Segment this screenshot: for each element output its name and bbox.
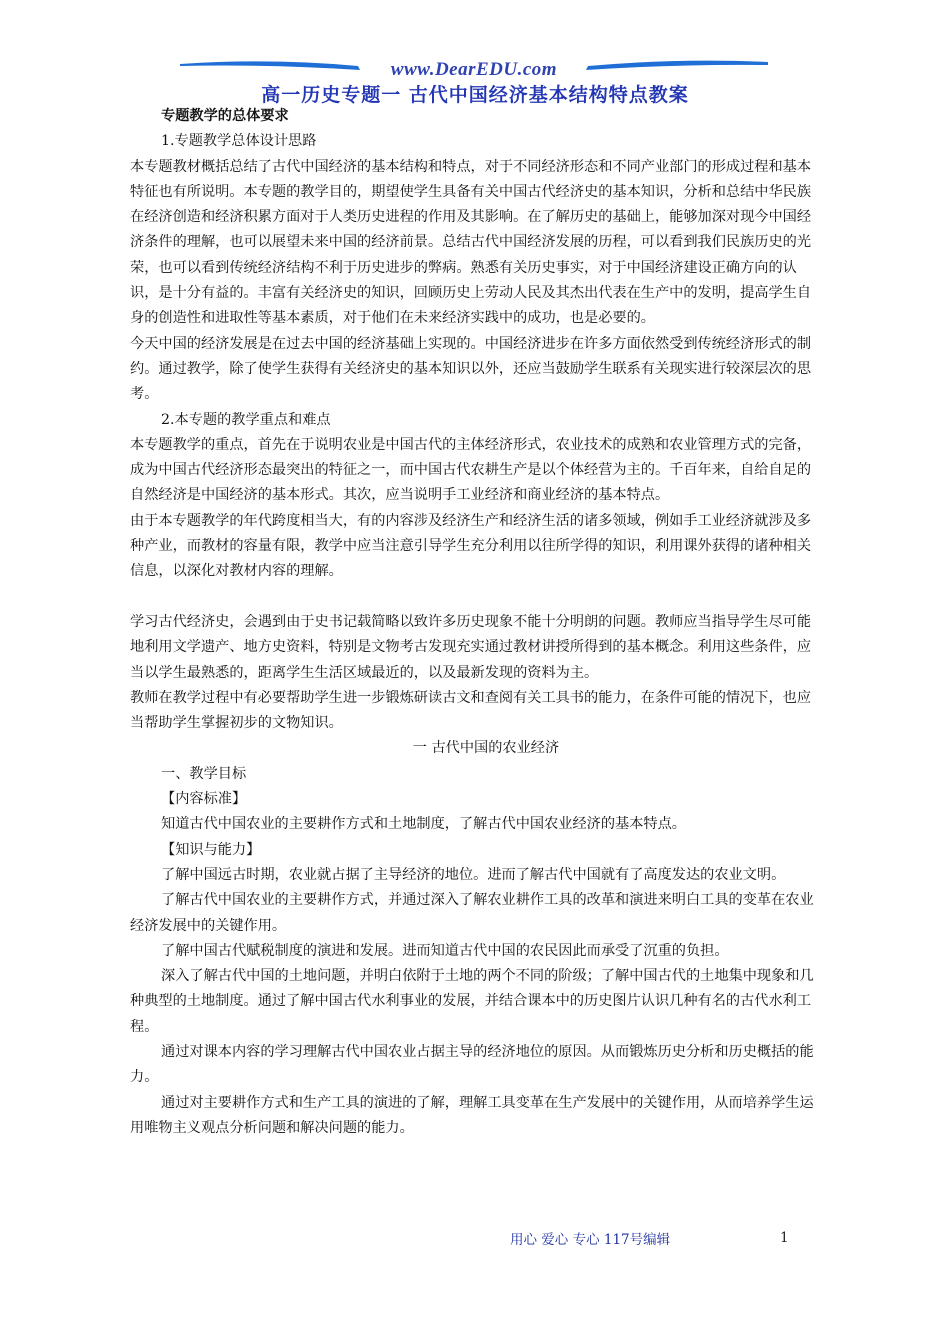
document-body (130, 104, 822, 1141)
paragraph: 一、教学目标 (161, 765, 247, 782)
paragraph: 通过对主要耕作方式和生产工具的演进的了解，理解工具变革在生产发展中的关键作用，从而培养学生运用唯物主义观点分析问题和解决问题的能力。 (130, 1094, 814, 1136)
paragraph: 通过对课本内容的学习理解古代中国农业占据主导的经济地位的原因。从而锻炼历史分析和历史概括的能力。 (130, 1043, 814, 1086)
paragraph: 了解中国远古时期，农业就占据了主导经济的地位。进而了解古代中国就有了高度发达的农业文明。 (161, 866, 786, 883)
paragraph: 学习古代经济史，会遇到由于史书记载简略以致许多历史现象不能十分明朗的问题。教师应当指导学生尽可能地利用文学遗产、地方史资料，特别是文物考古发现充实通过教材讲授所得到的基本概念。利用这些条件，应当以学生最熟悉的，距离学生生活区域最近的，以及最新发现的资料为主。 (130, 613, 812, 681)
paragraph: 教师在教学过程中有必要帮助学生进一步锻炼研读古文和查阅有关工具书的能力，在条件可能的情况下，也应当帮助学生掌握初步的文物知识。 (130, 689, 812, 732)
paragraph: 【知识与能力】 (161, 841, 261, 858)
blank-line (130, 585, 822, 610)
paragraph: 今天中国的经济发展是在过去中国的经济基础上实现的。中国经济进步在许多方面依然受到传统经济形式的制约。通过教学，除了使学生获得有关经济史的基本知识以外，还应当鼓励学生联系有关现实进行较深层次的思考。 (130, 335, 812, 403)
logo-text: www.DearEDU.com (390, 59, 558, 80)
paragraph: 【内容标准】 (161, 791, 247, 808)
paragraph: 由于本专题教学的年代跨度相当大，有的内容涉及经济生产和经济生活的诸多领域，例如手工业经济就涉及多种产业，而教材的容量有限，教学中应当注意引导学生充分利用以往所学得的知识，利用课外获得的诸种相关信息，以深化对教材内容的理解。 (130, 512, 812, 580)
paragraph: 本专题教材概括总结了古代中国经济的基本结构和特点，对于不同经济形态和不同产业部门的形成过程和基本特征也有所说明。本专题的教学目的，期望使学生具备有关中国古代经济史的基本知识，分析和总结中华民族在经济创造和经济积累方面对于人类历史进程的作用及其影响。在了解历史的基础上，能够加深对现今中国经济条件的理解，也可以展望未来中国的经济前景。总结古代中国经济发展的历程，可以看到我们民族历史的光荣，也可以看到传统经济结构不利于历史进步的弊病。熟悉有关历史事实，对于中国经济建设正确方向的认识，是十分有益的。丰富有关经济史的知识，回顾历史上劳动人民及其杰出代表在生产中的发明，提高学生自身的创造性和进取性等基本素质，对于他们在未来经济实践中的成功，也是必要的。 (130, 158, 812, 327)
paragraph: 本专题教学的重点，首先在于说明农业是中国古代的主体经济形式，农业技术的成熟和农业管理方式的完备，成为中国古代经济形态最突出的特征之一，而中国古代农耕生产是以个体经营为主的。千百年来，自给自足的自然经济是中国经济的基本形式。其次，应当说明手工业经济和商业经济的基本特点。 (130, 436, 812, 504)
document-title: 高一历史专题一 古代中国经济基本结构特点教案 (261, 84, 689, 106)
page-number: 1 (780, 1230, 789, 1246)
paragraph: 1.专题教学总体设计思路 (161, 133, 317, 150)
paragraph: 了解中国古代赋税制度的演进和发展。进而知道古代中国的农民因此而承受了沉重的负担。 (161, 942, 729, 959)
footer-slogan: 用心 爱心 专心 117号编辑 (510, 1232, 671, 1248)
paragraph: 专题教学的总体要求 (161, 108, 289, 124)
paragraph: 深入了解古代中国的土地问题，并明白依附于土地的两个不同的阶级；了解中国古代的土地集中现象和几种典型的土地制度。通过了解中国古代水利事业的发展，并结合课本中的历史图片认识几种有名的古代水利工程。 (130, 968, 814, 1035)
paragraph: 了解古代中国农业的主要耕作方式，并通过深入了解农业耕作工具的改革和演进来明白工具的变革在农业经济发展中的关键作用。 (130, 892, 814, 934)
paragraph: 知道古代中国农业的主要耕作方式和土地制度，了解古代中国农业经济的基本特点。 (161, 816, 686, 833)
paragraph: 2.本专题的教学重点和难点 (161, 411, 331, 428)
section-heading: 一 古代中国的农业经济 (412, 740, 560, 757)
